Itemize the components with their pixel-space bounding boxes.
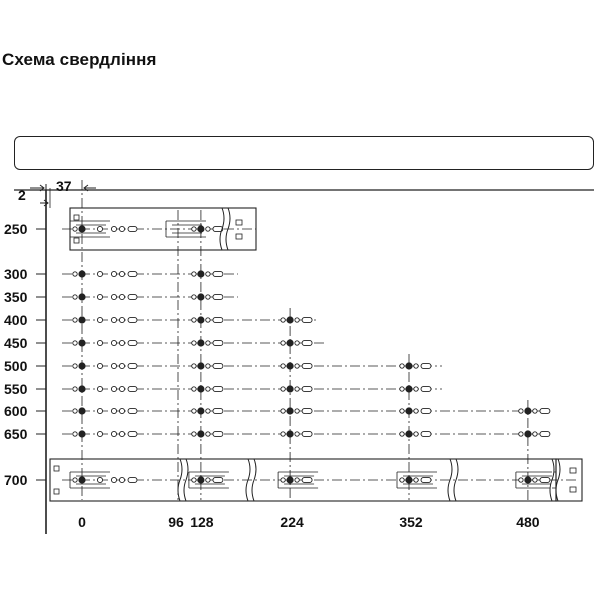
main-hole [78, 270, 85, 277]
aux-hole [400, 364, 404, 368]
aux-hole [281, 478, 285, 482]
hole-group [192, 407, 223, 414]
aux-hole [206, 409, 210, 413]
rail-square [236, 234, 242, 239]
aux-hole [111, 271, 116, 276]
main-hole [286, 362, 293, 369]
aux-hole [111, 408, 116, 413]
aux-hole [206, 432, 210, 436]
slot-hole [128, 317, 137, 322]
aux-hole [206, 387, 210, 391]
aux-hole [192, 227, 196, 231]
aux-hole [119, 477, 124, 482]
aux-hole [73, 409, 77, 413]
aux-hole [400, 409, 404, 413]
slot-hole [421, 408, 431, 413]
hole-group [281, 407, 312, 414]
aux-hole [111, 386, 116, 391]
x-tick-352: 352 [399, 514, 423, 530]
hole-group [400, 385, 431, 392]
hole-group [192, 476, 223, 483]
aux-hole [295, 364, 299, 368]
aux-hole [192, 295, 196, 299]
hole-group [519, 476, 550, 483]
aux-hole [206, 227, 210, 231]
slot-hole [213, 477, 223, 482]
hole-group [400, 407, 431, 414]
hole-group [192, 316, 223, 323]
aux-hole [97, 408, 102, 413]
main-hole [405, 362, 412, 369]
hole-group [281, 339, 312, 346]
hole-group [192, 362, 223, 369]
main-hole [405, 385, 412, 392]
aux-hole [119, 408, 124, 413]
hole-group [192, 270, 223, 277]
aux-hole [519, 432, 523, 436]
main-hole [78, 407, 85, 414]
main-hole [197, 270, 204, 277]
aux-hole [192, 364, 196, 368]
hole-group [281, 430, 312, 437]
slot-hole [128, 340, 137, 345]
aux-hole [119, 431, 124, 436]
hole-group [281, 362, 312, 369]
aux-hole [400, 478, 404, 482]
aux-hole [414, 387, 418, 391]
aux-hole [281, 409, 285, 413]
aux-hole [73, 295, 77, 299]
aux-hole [192, 341, 196, 345]
aux-hole [111, 317, 116, 322]
slot-hole [302, 408, 312, 413]
main-hole [78, 362, 85, 369]
aux-hole [281, 318, 285, 322]
aux-hole [97, 363, 102, 368]
x-tick-128: 128 [190, 514, 214, 530]
main-hole [78, 476, 85, 483]
slot-hole [128, 477, 137, 482]
aux-hole [119, 340, 124, 345]
main-hole [286, 407, 293, 414]
main-hole [78, 316, 85, 323]
main-hole [405, 430, 412, 437]
slot-hole [302, 431, 312, 436]
slot-hole [540, 408, 550, 413]
hole-group [192, 225, 223, 232]
aux-hole [414, 409, 418, 413]
row-label-350: 350 [4, 289, 28, 305]
main-hole [405, 407, 412, 414]
slot-hole [540, 431, 550, 436]
hole-group [400, 430, 431, 437]
dimension-markers [18, 178, 96, 208]
x-tick-480: 480 [516, 514, 540, 530]
slot-hole [302, 386, 312, 391]
slot-hole [421, 477, 431, 482]
slot-hole [302, 340, 312, 345]
slot-hole [213, 408, 223, 413]
aux-hole [111, 226, 116, 231]
aux-hole [281, 432, 285, 436]
main-hole [197, 293, 204, 300]
aux-hole [206, 478, 210, 482]
main-hole [286, 316, 293, 323]
aux-hole [119, 386, 124, 391]
slot-hole [213, 386, 223, 391]
aux-hole [206, 295, 210, 299]
aux-hole [119, 226, 124, 231]
slot-hole [213, 317, 223, 322]
aux-hole [119, 294, 124, 299]
aux-hole [73, 387, 77, 391]
aux-hole [119, 271, 124, 276]
hole-group [281, 316, 312, 323]
hole-group [192, 385, 223, 392]
slot-hole [213, 363, 223, 368]
hole-group [281, 385, 312, 392]
row-labels [4, 221, 46, 488]
rail-square [570, 487, 576, 492]
aux-hole [519, 478, 523, 482]
aux-hole [73, 432, 77, 436]
aux-hole [206, 364, 210, 368]
slot-hole [128, 226, 137, 231]
hole-group [400, 476, 431, 483]
aux-hole [97, 317, 102, 322]
aux-hole [97, 226, 102, 231]
aux-hole [414, 478, 418, 482]
aux-hole [73, 364, 77, 368]
rail-square [54, 489, 59, 494]
aux-hole [97, 431, 102, 436]
row-label-500: 500 [4, 358, 28, 374]
main-hole [197, 407, 204, 414]
slot-hole [302, 477, 312, 482]
x-tick-0: 0 [78, 514, 86, 530]
aux-hole [400, 432, 404, 436]
slot-hole [540, 477, 550, 482]
aux-hole [414, 432, 418, 436]
slot-hole [128, 431, 137, 436]
main-hole [197, 339, 204, 346]
dim-label-37: 37 [56, 178, 72, 194]
row-label-550: 550 [4, 381, 28, 397]
aux-hole [192, 318, 196, 322]
main-hole [405, 476, 412, 483]
row-label-300: 300 [4, 266, 28, 282]
hole-group [519, 407, 550, 414]
row-label-250: 250 [4, 221, 28, 237]
aux-hole [97, 386, 102, 391]
hole-group [400, 362, 431, 369]
slot-hole [128, 386, 137, 391]
slot-hole [128, 363, 137, 368]
aux-hole [295, 318, 299, 322]
rail-square [74, 238, 79, 243]
aux-hole [111, 294, 116, 299]
aux-hole [111, 477, 116, 482]
aux-hole [192, 409, 196, 413]
aux-hole [73, 478, 77, 482]
main-hole [78, 385, 85, 392]
x-tick-96: 96 [168, 514, 184, 530]
slot-hole [128, 408, 137, 413]
aux-hole [73, 318, 77, 322]
main-hole [197, 316, 204, 323]
aux-hole [295, 387, 299, 391]
aux-hole [111, 363, 116, 368]
aux-hole [281, 387, 285, 391]
rail-square [74, 215, 79, 220]
aux-hole [533, 478, 537, 482]
aux-hole [73, 341, 77, 345]
slot-hole [302, 317, 312, 322]
slot-hole [421, 363, 431, 368]
aux-hole [295, 409, 299, 413]
main-hole [197, 476, 204, 483]
hole-group [519, 430, 550, 437]
main-hole [197, 225, 204, 232]
row-label-400: 400 [4, 312, 28, 328]
main-hole [197, 362, 204, 369]
slot-hole [213, 340, 223, 345]
row-label-450: 450 [4, 335, 28, 351]
slot-hole [128, 271, 137, 276]
main-hole [78, 430, 85, 437]
aux-hole [400, 387, 404, 391]
aux-hole [295, 341, 299, 345]
rail-outlines [50, 208, 582, 501]
aux-hole [533, 432, 537, 436]
main-hole [197, 430, 204, 437]
rail-square [236, 220, 242, 225]
main-hole [286, 476, 293, 483]
aux-hole [414, 364, 418, 368]
aux-hole [281, 364, 285, 368]
aux-hole [73, 272, 77, 276]
aux-hole [73, 227, 77, 231]
row-label-600: 600 [4, 403, 28, 419]
aux-hole [206, 272, 210, 276]
main-hole [78, 225, 85, 232]
slot-hole [213, 431, 223, 436]
slot-hole [213, 294, 223, 299]
slot-hole [421, 431, 431, 436]
aux-hole [97, 294, 102, 299]
aux-hole [119, 317, 124, 322]
diagram-title: Схема свердління [2, 50, 157, 69]
aux-hole [192, 387, 196, 391]
rail-square [570, 468, 576, 473]
aux-hole [111, 340, 116, 345]
main-hole [286, 339, 293, 346]
slot-hole [302, 363, 312, 368]
slot-hole [421, 386, 431, 391]
aux-hole [206, 318, 210, 322]
aux-hole [119, 363, 124, 368]
aux-hole [97, 340, 102, 345]
aux-hole [295, 478, 299, 482]
row-label-700: 700 [4, 472, 28, 488]
hole-group [192, 339, 223, 346]
main-hole [524, 407, 531, 414]
aux-hole [192, 478, 196, 482]
aux-hole [192, 272, 196, 276]
slot-hole [128, 294, 137, 299]
aux-hole [206, 341, 210, 345]
dim-label-2: 2 [18, 187, 26, 203]
aux-hole [295, 432, 299, 436]
main-hole [78, 293, 85, 300]
hole-group [192, 293, 223, 300]
main-hole [197, 385, 204, 392]
main-hole [286, 385, 293, 392]
x-tick-224: 224 [280, 514, 304, 530]
x-axis-labels [78, 514, 540, 530]
rail-square [54, 466, 59, 471]
aux-hole [192, 432, 196, 436]
hole-rows [62, 225, 576, 483]
hole-group [281, 476, 312, 483]
main-hole [286, 430, 293, 437]
aux-hole [281, 341, 285, 345]
aux-hole [97, 477, 102, 482]
aux-hole [533, 409, 537, 413]
slot-hole [213, 271, 223, 276]
aux-hole [519, 409, 523, 413]
aux-hole [111, 431, 116, 436]
aux-hole [97, 271, 102, 276]
hole-group [192, 430, 223, 437]
main-hole [524, 476, 531, 483]
main-hole [78, 339, 85, 346]
main-hole [524, 430, 531, 437]
row-label-650: 650 [4, 426, 28, 442]
